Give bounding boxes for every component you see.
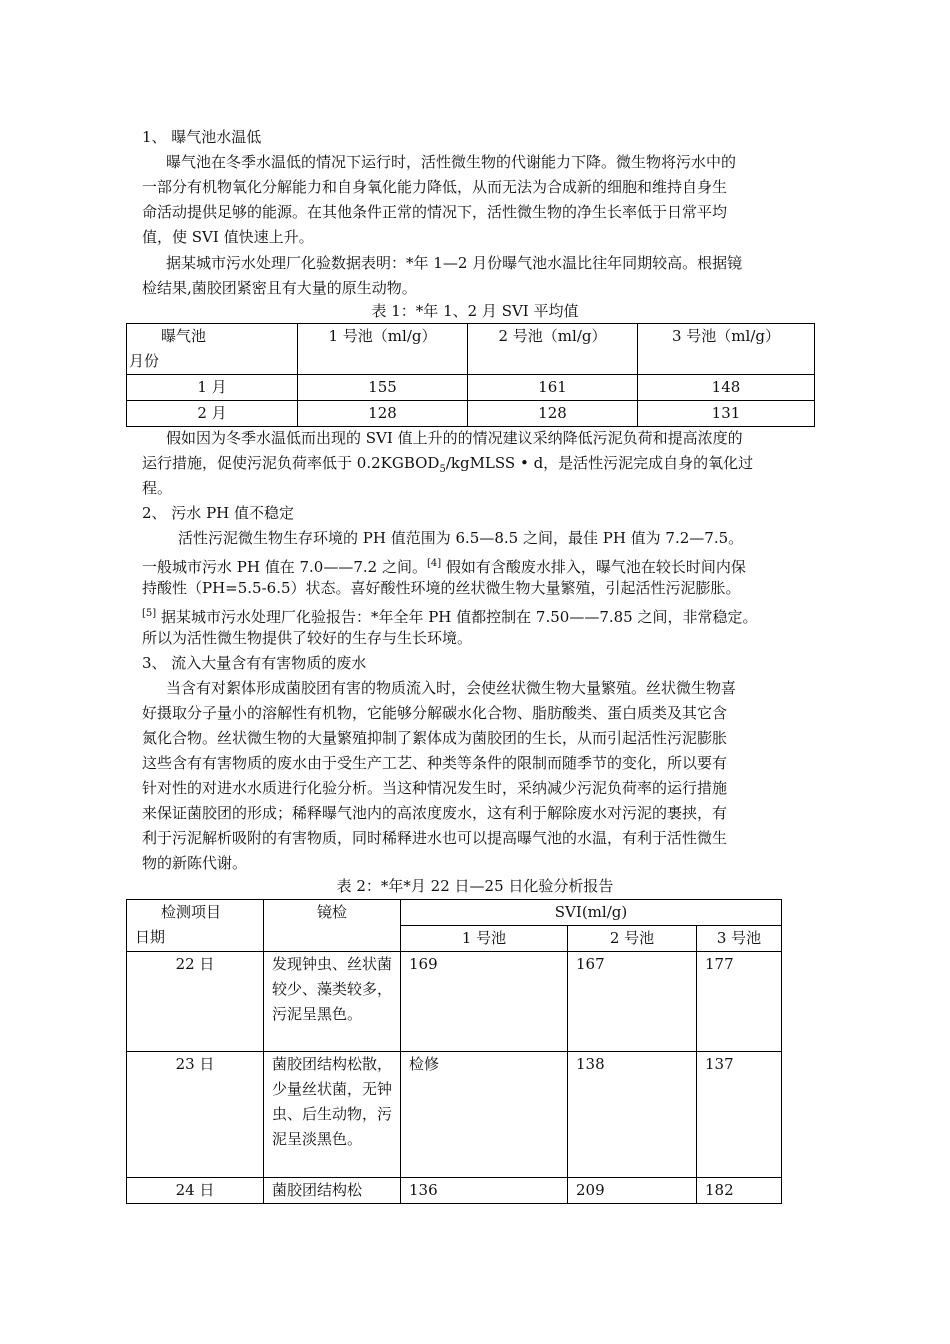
citation-ref: [4] [426,558,442,569]
column-header: 2 号池 [568,926,697,952]
paragraph-line: 一部分有机物氧化分解能力和自身氧化能力降低，从而无法为合成新的细胞和维持自身生 [142,178,728,196]
microscope-cell: 菌胶团结构松 [264,1178,401,1204]
paragraph-line: 利于污泥解析吸附的有害物质，同时稀释进水也可以提高曝气池的水温，有利于活性微生 [142,829,728,847]
text-span: 假如有含酸废水排入，曝气池在较长时间内保 [441,558,746,576]
paragraph-line: 物的新陈代谢。 [142,854,248,872]
month-cell: 1 月 [127,375,298,401]
value-cell: 209 [568,1178,697,1204]
column-header: 1 号池（ml/g） [298,324,468,375]
value-cell: 136 [401,1178,568,1204]
paragraph-line: 来保证菌胶团的形成；稀释曝气池内的高浓度废水，这有利于解除废水对污泥的裹挟，有 [142,804,728,822]
table-row [127,1052,782,1178]
microscope-cell: 发现钟虫、丝状菌较少、藻类较多，污泥呈黑色。 [264,952,401,1052]
corner-bottom-label: 月份 [129,352,160,370]
table-1-caption: 表 1：*年 1、2 月 SVI 平均值 [371,302,579,320]
text-span: 运行措施，促使污泥负荷率低于 0.2KGBOD [142,454,440,472]
corner-bottom-label: 日期 [135,928,166,946]
table-1 [126,323,815,427]
column-header: 3 号池（ml/g） [638,324,815,375]
paragraph-line: 假如因为冬季水温低而出现的 SVI 值上升的的情况建议采纳降低污泥负荷和提高浓度的 [166,429,743,447]
date-cell: 23 日 [127,1052,264,1178]
text-span: 据某城市污水处理厂化验报告：*年全年 PH 值都控制在 7.50——7.85 之间，非常稳定。 [156,608,758,626]
value-cell: 138 [568,1052,697,1178]
paragraph-line: 据某城市污水处理厂化验数据表明：*年 1—2 月份曝气池水温比往年同期较高。根据镜 [166,254,743,272]
citation-ref: [5] [142,608,157,619]
value-cell: 131 [638,401,815,427]
paragraph-line: 氮化合物。丝状微生物的大量繁殖抑制了絮体成为菌胶团的生长，从而引起活性污泥膨胀 [142,729,728,747]
value-cell: 128 [298,401,468,427]
section-2-heading: 2、 污水 PH 值不稳定 [142,504,295,522]
paragraph-line: 命活动提供足够的能源。在其他条件正常的情况下，活性微生物的净生长率低于日常平均 [142,203,728,221]
column-header: SVI(ml/g) [401,900,782,926]
value-cell: 检修 [401,1052,568,1178]
subscript: 5 [439,464,446,475]
paragraph-line: 程。 [142,479,173,497]
section-1-heading: 1、 曝气池水温低 [142,128,262,146]
table-2-caption: 表 2：*年*月 22 日—25 日化验分析报告 [336,877,614,895]
value-cell: 182 [697,1178,782,1204]
text-span: 一般城市污水 PH 值在 7.0——7.2 之间。 [142,558,427,576]
date-cell: 24 日 [127,1178,264,1204]
paragraph-line: 检结果,菌胶团紧密且有大量的原生动物。 [142,279,417,297]
value-cell: 167 [568,952,697,1052]
paragraph-line: 活性污泥微生物生存环境的 PH 值范围为 6.5—8.5 之间，最佳 PH 值为 7.2—7.5。 [178,529,744,547]
table-1-corner-cell [127,324,298,375]
paragraph-line: 值，使 SVI 值快速上升。 [142,228,314,246]
paragraph-line: 持酸性（PH=5.5-6.5）状态。喜好酸性环境的丝状微生物大量繁殖，引起活性污泥膨胀。 [142,579,741,597]
corner-top-label: 曝气池 [161,327,207,345]
paragraph-line: 好摄取分子量小的溶解性有机物，它能够分解碳水化合物、脂肪酸类、蛋白质类及其它含 [142,704,728,722]
table-row [127,952,782,1052]
value-cell: 177 [697,952,782,1052]
value-cell: 161 [468,375,638,401]
value-cell: 169 [401,952,568,1052]
text-span: /kgMLSS • d，是活性污泥完成自身的氧化过 [445,454,754,472]
table-row [127,1178,782,1204]
column-header: 镜检 [264,900,401,952]
value-cell: 137 [697,1052,782,1178]
table-row [127,401,815,427]
paragraph-line: 针对性的对进水水质进行化验分析。当这种情况发生时，采纳减少污泥负荷率的运行措施 [142,779,728,797]
date-cell: 22 日 [127,952,264,1052]
section-3-heading: 3、 流入大量含有有害物质的废水 [142,654,367,672]
corner-top-label: 检测项目 [161,903,222,921]
value-cell: 128 [468,401,638,427]
table-2-corner-cell [127,900,264,952]
paragraph-line: 曝气池在冬季水温低的情况下运行时，活性微生物的代谢能力下降。微生物将污水中的 [166,153,737,171]
month-cell: 2 月 [127,401,298,427]
table-row [127,375,815,401]
value-cell: 155 [298,375,468,401]
column-header: 1 号池 [401,926,568,952]
table-2 [126,899,782,1204]
paragraph-line: 所以为活性微生物提供了较好的生存与生长环境。 [142,629,473,647]
value-cell: 148 [638,375,815,401]
column-header: 3 号池 [697,926,782,952]
paragraph-line: 当含有对絮体形成菌胶团有害的物质流入时，会使丝状微生物大量繁殖。丝状微生物喜 [166,679,737,697]
microscope-cell: 菌胶团结构松散，少量丝状菌，无钟虫、后生动物，污泥呈淡黑色。 [264,1052,401,1178]
column-header: 2 号池（ml/g） [468,324,638,375]
paragraph-line: 这些含有有害物质的废水由于受生产工艺、种类等条件的限制而随季节的变化，所以要有 [142,754,728,772]
